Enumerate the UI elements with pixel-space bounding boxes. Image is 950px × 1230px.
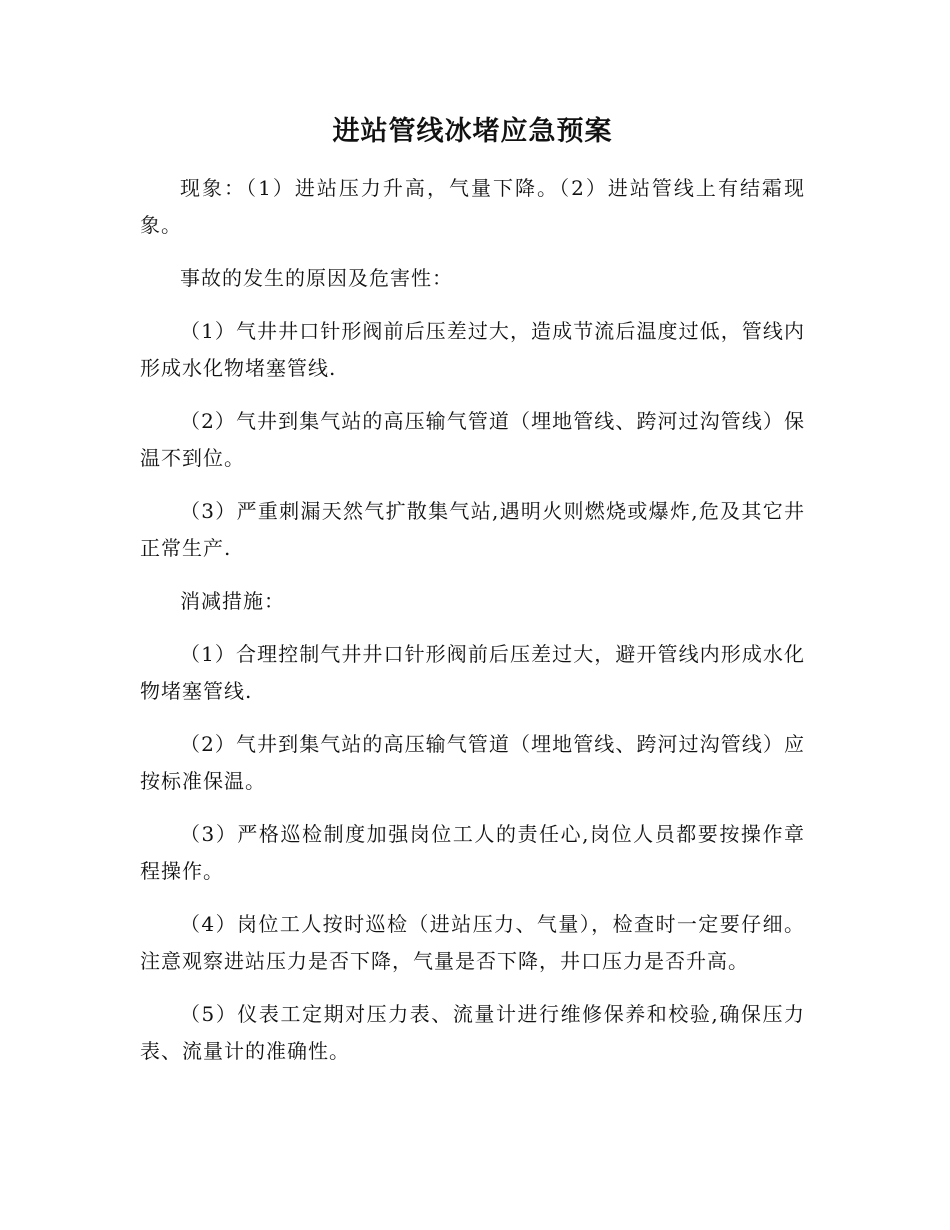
paragraph-cause-2: （2）气井到集气站的高压输气管道（埋地管线、跨河过沟管线）保温不到位。 <box>140 409 805 470</box>
paragraph-measure-5: （5）仪表工定期对压力表、流量计进行维修保养和校验,确保压力表、流量计的准确性。 <box>140 1002 805 1063</box>
paragraph-causes-heading: 事故的发生的原因及危害性： <box>180 266 453 290</box>
page-title: 进站管线冰堵应急预案 <box>332 116 613 147</box>
paragraph-phenomenon: 现象：（1）进站压力升高，气量下降。（2）进站管线上有结霜现象。 <box>140 176 805 237</box>
document-body <box>140 112 805 1086</box>
paragraph-measure-1: （1）合理控制气井井口针形阀前后压差过大，避开管线内形成水化物堵塞管线. <box>140 642 805 703</box>
paragraph-cause-1: （1）气井井口针形阀前后压差过大，造成节流后温度过低，管线内形成水化物堵塞管线. <box>140 319 805 380</box>
paragraph-measure-3: （3）严格巡检制度加强岗位工人的责任心,岗位人员都要按操作章程操作。 <box>140 822 805 883</box>
paragraph-measure-2: （2）气井到集气站的高压输气管道（埋地管线、跨河过沟管线）应按标准保温。 <box>140 732 805 793</box>
paragraph-measure-4: （4）岗位工人按时巡检（进站压力、气量），检查时一定要仔细。注意观察进站压力是否下降，气量是否下降，井口压力是否升高。 <box>140 912 805 973</box>
paragraph-cause-3: （3）严重刺漏天然气扩散集气站,遇明火则燃烧或爆炸,危及其它井正常生产. <box>140 499 805 560</box>
paragraph-measures-heading: 消减措施： <box>180 589 285 613</box>
